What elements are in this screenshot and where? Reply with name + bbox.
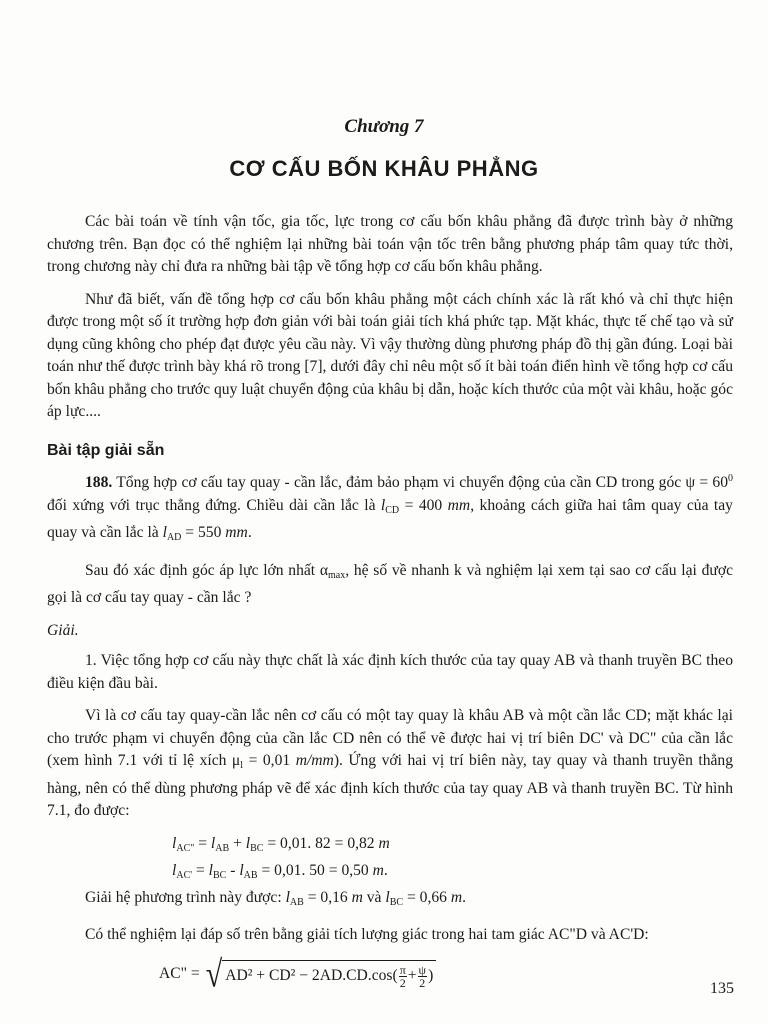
chapter-title: CƠ CẤU BỐN KHÂU PHẲNG <box>229 156 539 181</box>
degree-sup: 0 <box>728 473 733 484</box>
sqrt-icon: √ AD² + CD² − 2AD.CD.cos( $\frac{\pi}{2}$ + $\frac{\psi}{2}$ ) <box>206 960 437 990</box>
section-heading: Bài tập giải sẵn <box>47 441 165 459</box>
subscript: AD <box>166 532 182 543</box>
problem-text: đối xứng với trục thẳng đứng. Chiều dài cần lắc là <box>47 496 381 514</box>
solution-label: Giải. <box>47 621 79 639</box>
solution-paragraph-4: Có thể nghiệm lại đáp số trên bằng giải tích lượng giác trong hai tam giác AC"D và AC'D: <box>85 926 649 943</box>
subscript: CD <box>385 504 400 516</box>
unit: mm <box>225 524 248 541</box>
subscript: l <box>240 760 244 771</box>
chapter-label: Chương 7 <box>344 116 424 137</box>
problem-number: 188. <box>85 474 113 491</box>
var-l: l <box>162 524 167 541</box>
subscript: max <box>328 569 346 581</box>
page-number: 135 <box>710 980 734 997</box>
fraction: $\frac{\psi}{2}$ <box>418 962 427 990</box>
problem-text: Tổng hợp cơ cấu tay quay - cần lắc, đảm bảo phạm vi chuyển động của cần CD trong góc ψ = 60 <box>112 474 728 491</box>
solution-paragraph-3: Giải hệ phương trình này được: $l_{AB} = 0,16$ m và $l_{BC} = 0,66$ m. <box>85 888 467 908</box>
formula <box>159 955 733 995</box>
var-l: l <box>380 496 386 514</box>
solution-paragraph-1: 1. Việc tổng hợp cơ cấu này thực chất là xác định kích thước của tay quay AB và thanh truyền BC theo điều kiện đầu bài. <box>47 652 733 692</box>
solution-text: Vì là cơ cấu tay quay-cần lắc nên cơ cấu có một tay quay là khâu AB và một cần lắc CD; mặt khác lại cho trước phạm vi chuyển động của cần lắc CD nên có thể vẽ được hai vị trí biên DC' và DC" của cần lắc (xem hình 7.1 với tỉ lệ xích μ <box>47 707 733 769</box>
problem-text: , khoảng cách giữa hai tâm quay của tay quay và cần lắc là <box>47 496 733 541</box>
problem-text: = 550 <box>181 524 226 541</box>
equation-1: $l_{AC"} = l_{AB} + l_{BC} = 0,01$. 82 = 0,82 m <box>172 834 390 854</box>
intro-paragraph-2: Như đã biết, vấn đề tổng hợp cơ cấu bốn khâu phẳng một cách chính xác là rất khó và chỉ thực hiện được trong một số ít trường hợp đơn giản với bài toán giải tích khá phức tạp. Mặt khác, thực tế chế tạo và sử dụng cũng không cho phép đạt được yêu cầu này. Vì vậy thường dùng phương pháp đồ thị gần đúng. Loại bài toán như thế được trình bày khá rõ trong [7], dưới đây chỉ nêu một số ít bài toán điển hình về tổng hợp cơ cấu bốn khâu phẳng cho trước quy luật chuyển động của khâu bị dẫn, hoặc kích thước của một vài khâu, hoặc góc áp lực.... <box>47 290 733 420</box>
problem-text: . <box>247 524 252 541</box>
solution-paragraph-2 <box>47 705 733 823</box>
solution-text: ). Ứng với hai vị trí biên này, tay quay và thanh truyền thẳng hàng, nên có thể dùng phương pháp vẽ để xác định kích thước của tay quay AB và thanh truyền BC. Từ hình 7.1, đo được: <box>47 752 734 819</box>
solution-text: = 0,01 <box>243 752 296 769</box>
unit: m/mm <box>295 752 334 769</box>
equation-2: $l_{AC'} = l_{BC} - l_{AB} = 0,01$. 50 = 0,50 m. <box>172 861 388 881</box>
formula-body: AD² + CD² − 2AD.CD.cos( <box>225 966 398 984</box>
question-text: Sau đó xác định góc áp lực lớn nhất α <box>85 561 329 579</box>
intro-paragraph-1: Các bài toán về tính vận tốc, gia tốc, lực trong cơ cấu bốn khâu phẳng đã được trình bày ở những chương trên. Bạn đọc có thể nghiệm lại những bài toán vận tốc trên bằng phương pháp tâm quay tức thời, trong chương này chỉ đưa ra những bài tập về tổng hợp cơ cấu bốn khâu phẳng. <box>47 213 733 275</box>
fraction: $\frac{\pi}{2}$ <box>399 962 406 990</box>
problem-text: = 400 <box>399 496 448 514</box>
unit: mm <box>447 496 471 514</box>
formula-lhs: AC" = <box>159 965 200 983</box>
question-text: , hệ số về nhanh k và nghiệm lại xem tại sao cơ cấu lại được gọi là cơ cấu tay quay - cần lắc ? <box>47 561 733 606</box>
question-paragraph <box>47 560 733 610</box>
body-text <box>47 211 733 995</box>
problem-statement <box>47 468 733 550</box>
